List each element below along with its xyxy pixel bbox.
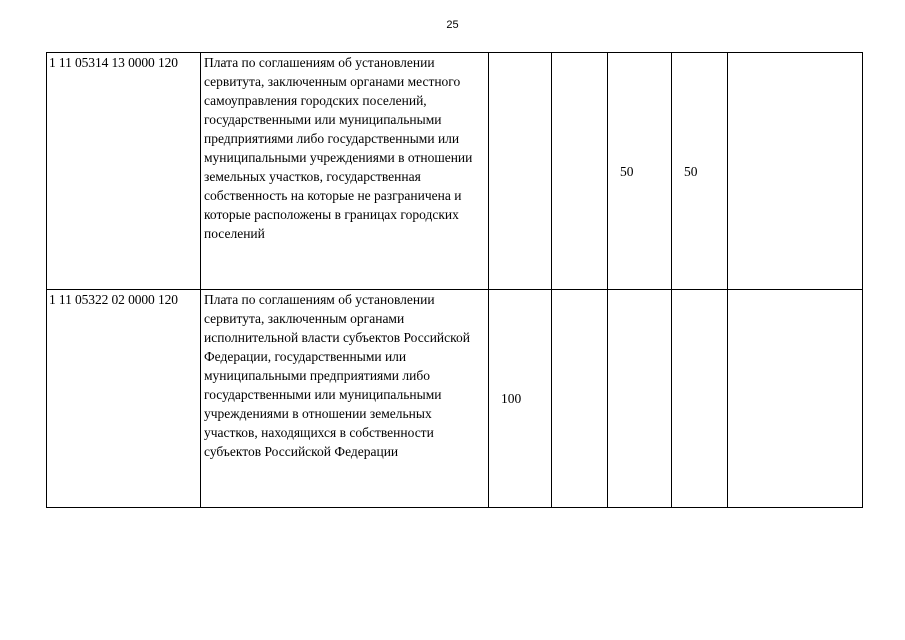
table-row <box>47 290 863 508</box>
value-cell-col6: 50 <box>672 53 728 290</box>
value-cell-col7 <box>728 53 863 290</box>
value-cell-col6 <box>672 290 728 508</box>
value-cell-col5 <box>608 290 672 508</box>
revenue-table <box>46 52 863 508</box>
description-cell: Плата по соглашениям об установлении сервитута, заключенным органами местного самоуправления городских поселений, государственными или муниципальными предприятиями либо государственными или муниципальными учреждениями в отношении земельных участков, государственная собственность на которые не разграничена и которые расположены в границах городских поселений <box>201 53 489 290</box>
budget-code-cell: 1 11 05314 13 0000 120 <box>47 53 201 290</box>
table-row <box>47 53 863 290</box>
value-cell-col7 <box>728 290 863 508</box>
value-cell-col5: 50 <box>608 53 672 290</box>
value-cell-col3 <box>489 53 552 290</box>
description-cell: Плата по соглашениям об установлении сервитута, заключенным органами исполнительной власти субъектов Российской Федерации, государственными или муниципальными предприятиями либо государственными или муниципальными учреждениями в отношении земельных участков, находящихся в собственности субъектов Российской Федерации <box>201 290 489 508</box>
value-cell-col4 <box>552 290 608 508</box>
value-cell-col3: 100 <box>489 290 552 508</box>
page-number: 25 <box>446 19 459 31</box>
value-cell-col4 <box>552 53 608 290</box>
budget-code-cell: 1 11 05322 02 0000 120 <box>47 290 201 508</box>
